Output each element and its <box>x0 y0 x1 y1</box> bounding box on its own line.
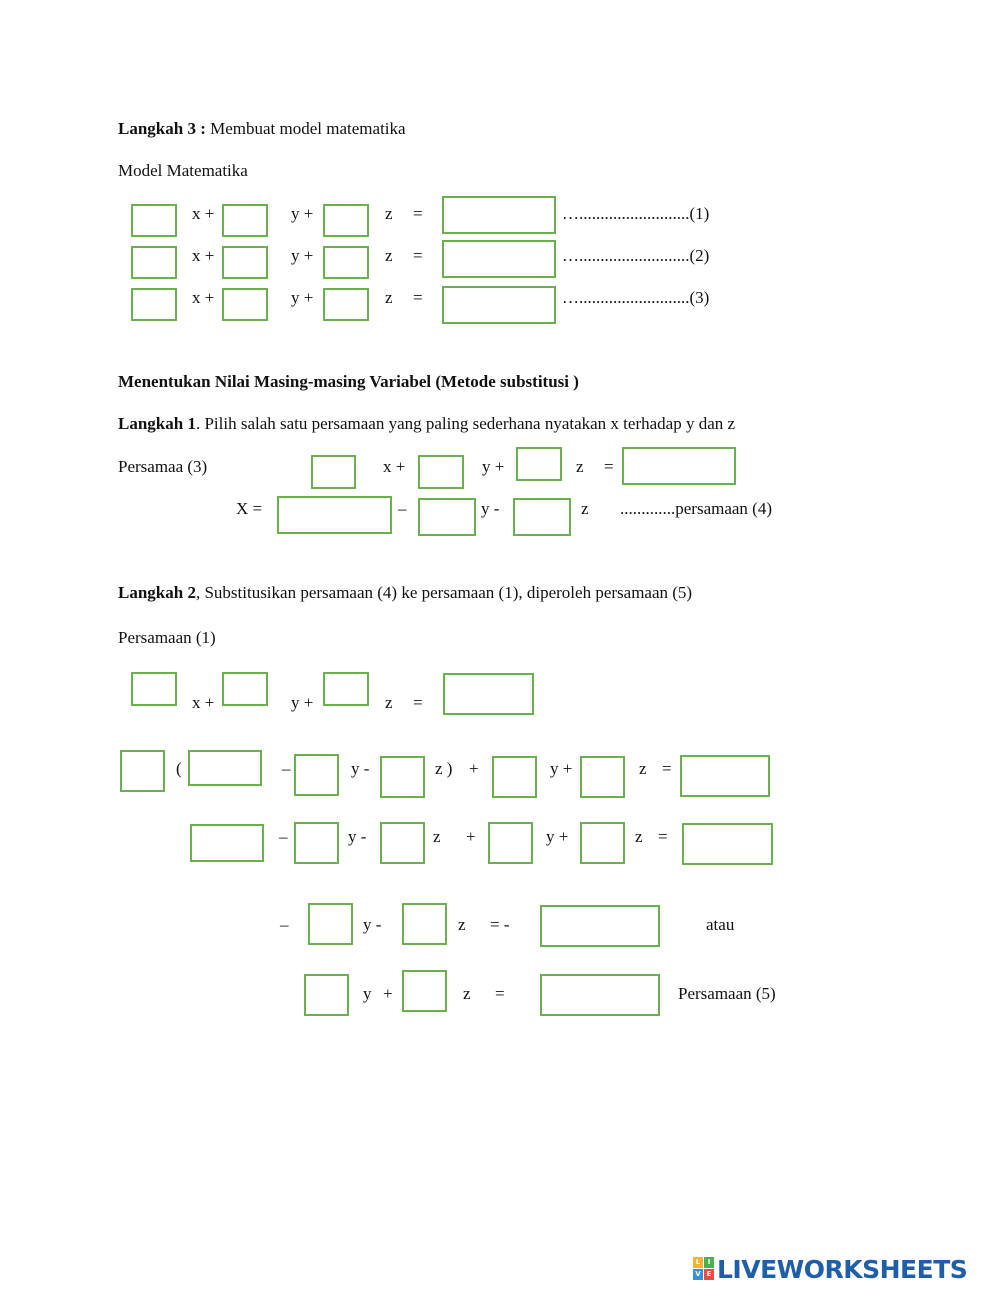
x-plus-label: x + <box>192 288 215 307</box>
plus-sign: + <box>469 759 479 778</box>
persamaan1-label: Persamaan (1) <box>118 628 216 647</box>
eq4-coef-z-input[interactable] <box>513 498 571 536</box>
sub-coef-input[interactable] <box>120 750 165 792</box>
minus-sign: – <box>279 827 288 846</box>
x-equals-label: X = <box>236 499 263 518</box>
neg-constant-input[interactable] <box>540 905 660 947</box>
sub-constant-input[interactable] <box>188 750 262 786</box>
step2-instruction: Langkah 2, Substitusikan persamaan (4) ke persamaan (1), diperoleh persamaan (5) <box>118 583 693 602</box>
z-label: z <box>463 984 471 1003</box>
simp-constant-result-input[interactable] <box>682 823 773 865</box>
x-plus-label: x + <box>192 246 215 265</box>
z-label: z <box>581 499 589 518</box>
equals-sign: = <box>413 693 423 712</box>
y-plus-label: y + <box>291 246 314 265</box>
equals-sign: = <box>658 827 668 846</box>
mark-letter: E <box>704 1269 714 1280</box>
plus-sign: + <box>383 984 393 1003</box>
coef-x-input-eq1[interactable] <box>131 204 177 237</box>
simp-constant-input[interactable] <box>190 824 264 862</box>
y-minus-label: y - <box>351 759 370 778</box>
x-plus-label: x + <box>192 693 215 712</box>
constant-input-eq3[interactable] <box>442 286 556 324</box>
z-label: z <box>635 827 643 846</box>
eq3-coef-x-input[interactable] <box>311 455 356 489</box>
atau-label: atau <box>706 915 735 934</box>
mark-letter: I <box>704 1257 714 1268</box>
z-label: z <box>385 693 393 712</box>
neg-coef-y-input[interactable] <box>308 903 353 945</box>
method-heading: Menentukan Nilai Masing-masing Variabel (Metode substitusi ) <box>118 372 579 391</box>
neg-coef-z-input[interactable] <box>402 903 447 945</box>
y-plus-label: y + <box>291 693 314 712</box>
persamaan3-label: Persamaa (3) <box>118 457 208 476</box>
simp-coef-z2-input[interactable] <box>580 822 625 864</box>
plus-sign: + <box>466 827 476 846</box>
sub-coef-z2-input[interactable] <box>580 756 625 798</box>
brand-name: LIVEWORKSHEETS <box>717 1255 968 1284</box>
coef-y-input-eq1[interactable] <box>222 204 268 237</box>
z-label: z <box>458 915 466 934</box>
y-plus-label: y + <box>546 827 569 846</box>
y-plus-label: y + <box>291 204 314 223</box>
simp-coef-y2-input[interactable] <box>488 822 533 864</box>
z-label: z <box>639 759 647 778</box>
model-title: Model Matematika <box>118 161 248 180</box>
sub-constant-result-input[interactable] <box>680 755 770 797</box>
eq4-coef-y-input[interactable] <box>418 498 476 536</box>
equals-sign: = <box>604 457 614 476</box>
p1-coef-x-input[interactable] <box>131 672 177 706</box>
persamaan4-label: .............persamaan (4) <box>620 499 773 518</box>
z-label: z <box>385 204 393 223</box>
equals-sign: = <box>495 984 505 1003</box>
coef-z-input-eq2[interactable] <box>323 246 369 279</box>
sub-coef-y2-input[interactable] <box>492 756 537 798</box>
coef-z-input-eq1[interactable] <box>323 204 369 237</box>
equation-number-label: …..........................(2) <box>562 246 710 265</box>
p5-coef-y-input[interactable] <box>304 974 349 1016</box>
constant-input-eq1[interactable] <box>442 196 556 234</box>
liveworksheets-mark-icon <box>693 1257 715 1281</box>
mark-letter: L <box>693 1257 703 1268</box>
coef-y-input-eq3[interactable] <box>222 288 268 321</box>
simp-coef-z-input[interactable] <box>380 822 425 864</box>
coef-z-input-eq3[interactable] <box>323 288 369 321</box>
y-plus-label: y + <box>291 288 314 307</box>
coef-y-input-eq2[interactable] <box>222 246 268 279</box>
x-plus-label: x + <box>192 204 215 223</box>
minus-sign: – <box>280 915 289 934</box>
mark-letter: V <box>693 1269 703 1280</box>
p1-coef-y-input[interactable] <box>222 672 268 706</box>
y-plus-label: y + <box>482 457 505 476</box>
simp-coef-y-input[interactable] <box>294 822 339 864</box>
eq4-constant-input[interactable] <box>277 496 392 534</box>
z-label: z <box>433 827 441 846</box>
z-label: z <box>576 457 584 476</box>
minus-sign: – <box>282 759 291 778</box>
eq3-constant-input[interactable] <box>622 447 736 485</box>
equals-sign: = <box>413 288 423 307</box>
sub-coef-y-input[interactable] <box>294 754 339 796</box>
z-label: z <box>385 288 393 307</box>
eq3-coef-y-input[interactable] <box>418 455 464 489</box>
p1-constant-input[interactable] <box>443 673 534 715</box>
equation-number-label: …..........................(3) <box>562 288 710 307</box>
y-minus-label: y - <box>348 827 367 846</box>
open-paren: ( <box>176 759 182 778</box>
y-label: y <box>363 984 372 1003</box>
step3-heading: Langkah 3 : Membuat model matematika <box>118 119 406 138</box>
p5-constant-input[interactable] <box>540 974 660 1016</box>
y-minus-label: y - <box>363 915 382 934</box>
equals-sign: = <box>413 246 423 265</box>
p1-coef-z-input[interactable] <box>323 672 369 706</box>
x-plus-label: x + <box>383 457 406 476</box>
step1-instruction: Langkah 1. Pilih salah satu persamaan yang paling sederhana nyatakan x terhadap y dan z <box>118 414 736 433</box>
y-minus-label: y - <box>481 499 500 518</box>
z-label: z <box>385 246 393 265</box>
coef-x-input-eq3[interactable] <box>131 288 177 321</box>
equals-sign: = <box>413 204 423 223</box>
equals-sign: = <box>662 759 672 778</box>
constant-input-eq2[interactable] <box>442 240 556 278</box>
z-close-paren: z ) <box>435 759 453 778</box>
sub-coef-z-input[interactable] <box>380 756 425 798</box>
minus-sign: – <box>398 499 407 518</box>
p5-coef-z-input[interactable] <box>402 970 447 1012</box>
persamaan5-label: Persamaan (5) <box>678 984 776 1003</box>
coef-x-input-eq2[interactable] <box>131 246 177 279</box>
equation-number-label: …..........................(1) <box>562 204 710 223</box>
equals-minus-sign: = - <box>490 915 510 934</box>
y-plus-label: y + <box>550 759 573 778</box>
eq3-coef-z-input[interactable] <box>516 447 562 481</box>
